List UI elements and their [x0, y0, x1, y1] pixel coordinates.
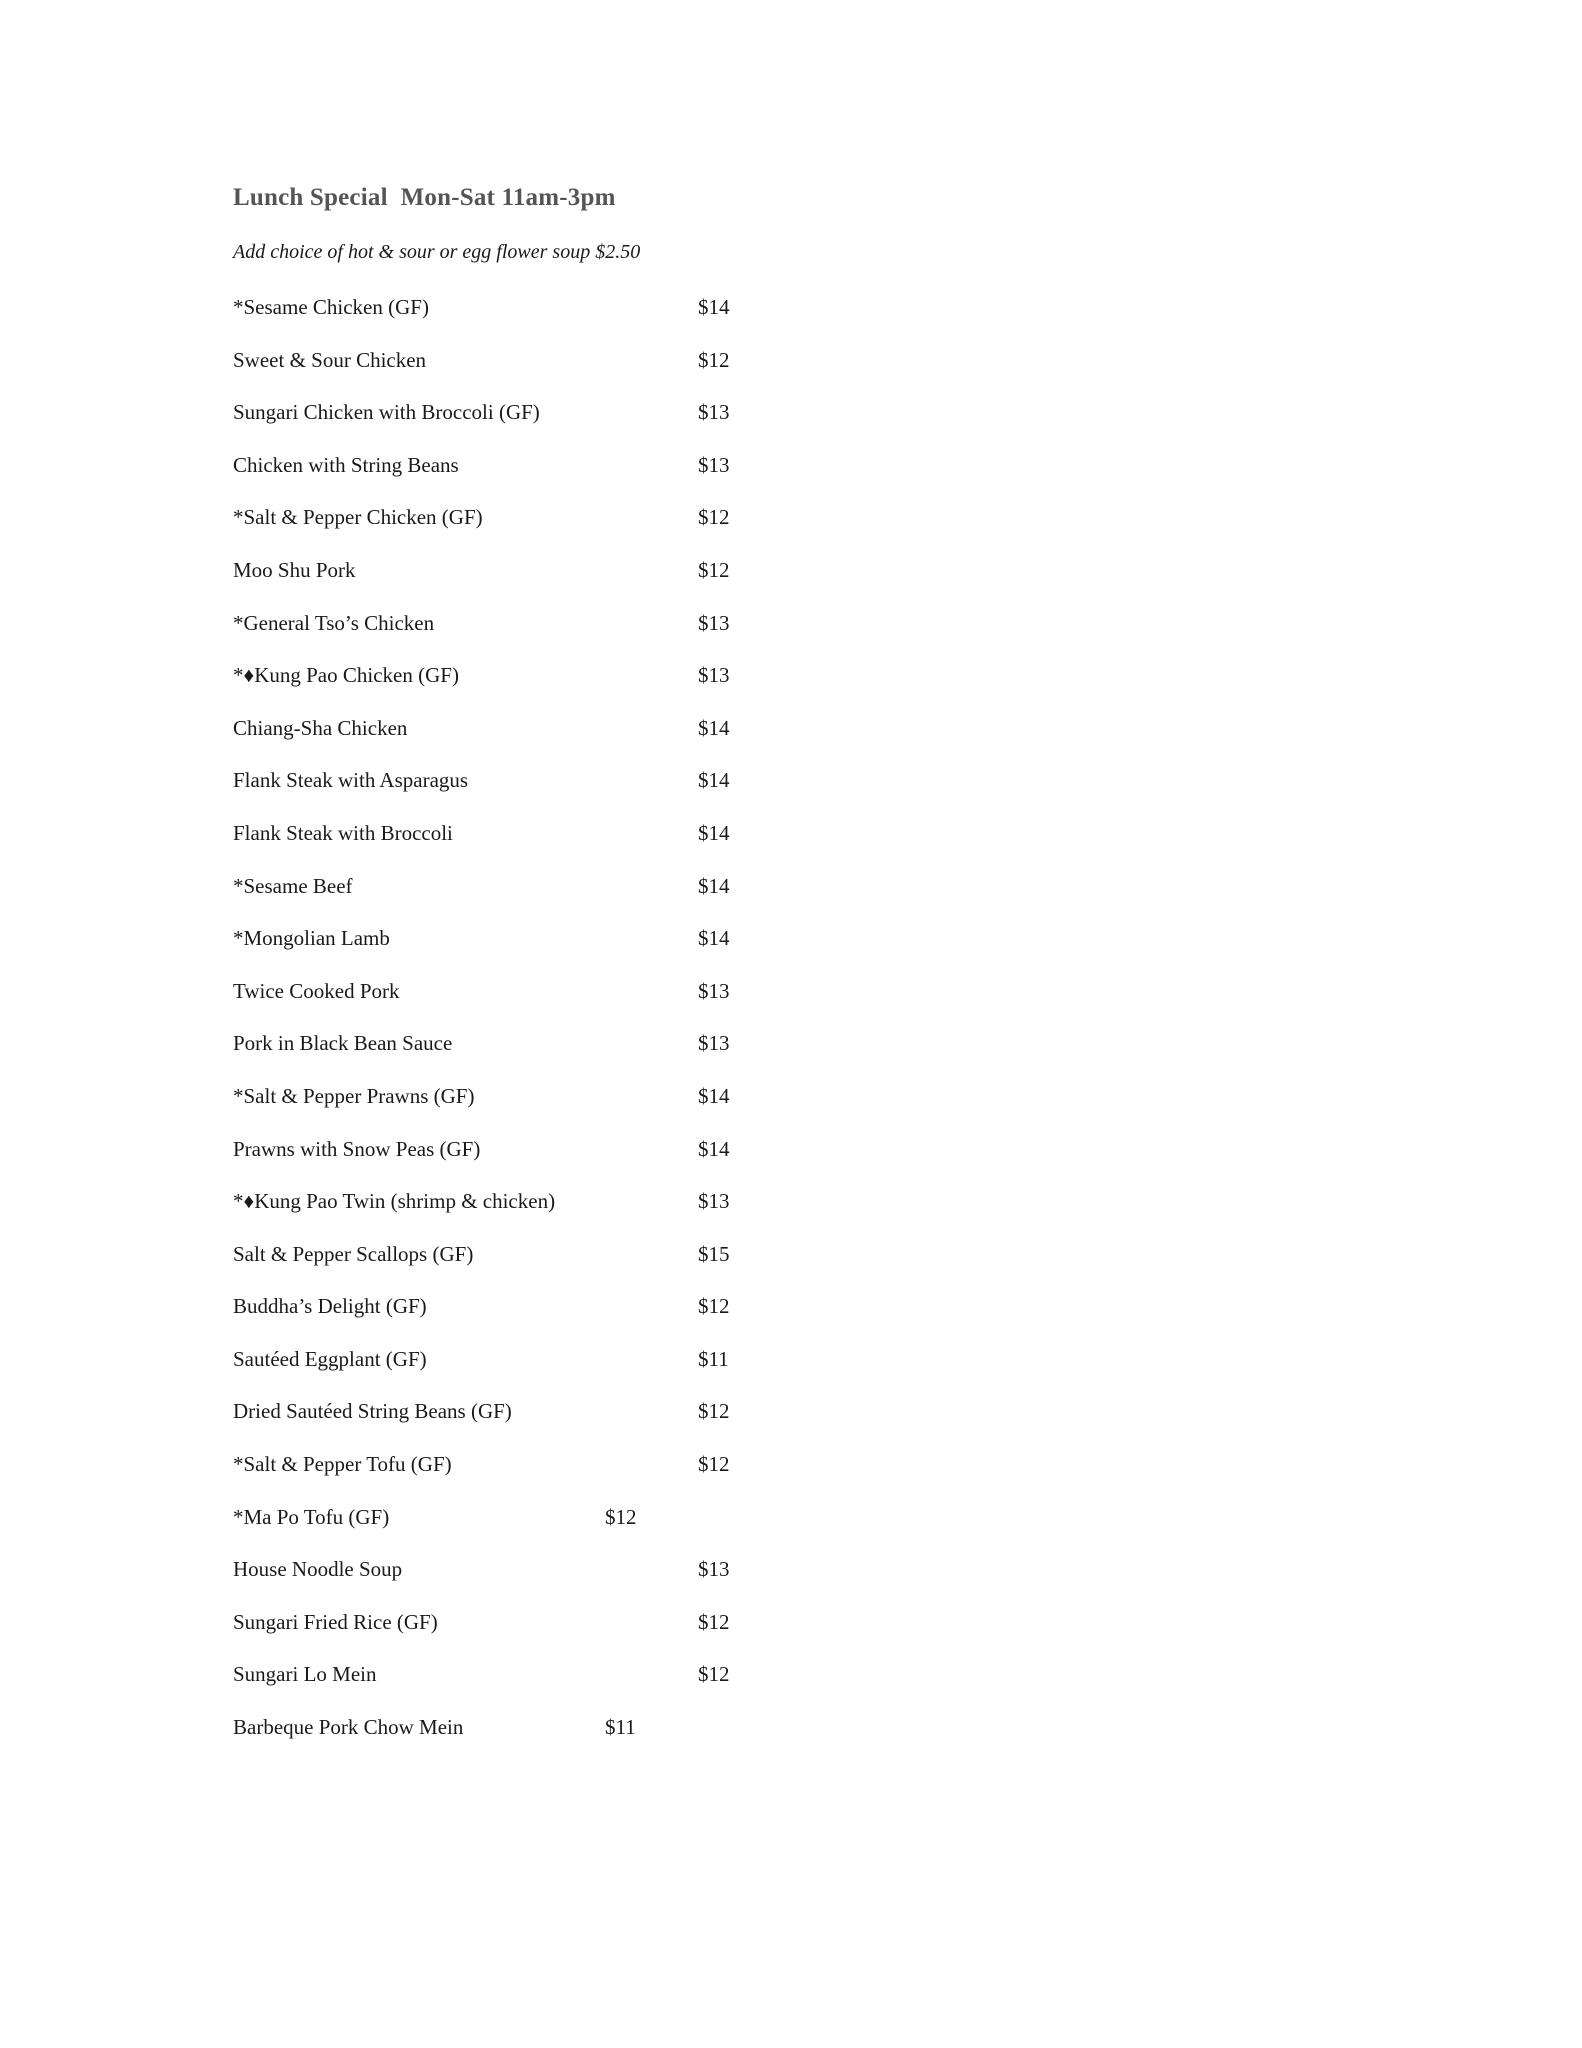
- menu-item: [233, 765, 833, 818]
- menu-item-name: Sungari Fried Rice (GF): [233, 1609, 438, 1634]
- menu-item: [233, 818, 833, 871]
- menu-item-price: $14: [698, 820, 730, 845]
- menu-item-price: $12: [698, 1662, 730, 1687]
- menu-item-price: $12: [698, 347, 730, 372]
- menu-item-price: $14: [698, 873, 730, 898]
- menu-item-name: *Mongolian Lamb: [233, 926, 390, 951]
- menu-title: Lunch Special Mon-Sat 11am-3pm: [233, 184, 616, 211]
- menu-item: [233, 1291, 833, 1344]
- menu-item: [233, 397, 833, 450]
- menu-item-price: $12: [698, 1294, 730, 1319]
- menu-item-price: $13: [698, 1189, 730, 1214]
- menu-item: [233, 502, 833, 555]
- menu-item: [233, 1712, 833, 1765]
- menu-item: [233, 923, 833, 976]
- menu-item-name: *Salt & Pepper Chicken (GF): [233, 505, 483, 530]
- menu-item-name: Sungari Chicken with Broccoli (GF): [233, 400, 540, 425]
- menu-item-price: $11: [605, 1715, 636, 1740]
- menu-item: [233, 555, 833, 608]
- menu-item-name: Sweet & Sour Chicken: [233, 347, 427, 372]
- menu-item: [233, 292, 833, 345]
- menu-item-name: *♦Kung Pao Chicken (GF): [233, 663, 459, 688]
- menu-item-name: Sautéed Eggplant (GF): [233, 1346, 427, 1371]
- menu-item-name: Salt & Pepper Scallops (GF): [233, 1241, 474, 1266]
- menu-item-price: $14: [698, 1083, 730, 1108]
- menu-item-price: $11: [698, 1346, 729, 1371]
- menu-item-name: Dried Sautéed String Beans (GF): [233, 1399, 512, 1424]
- menu-item-name: Buddha’s Delight (GF): [233, 1294, 427, 1319]
- menu-item-price: $14: [698, 715, 730, 740]
- menu-item-name: *Ma Po Tofu (GF): [233, 1504, 390, 1529]
- menu-item-price: $15: [698, 1241, 730, 1266]
- menu-item: [233, 608, 833, 661]
- menu-item-price: $12: [605, 1504, 637, 1529]
- menu-item-name: Sungari Lo Mein: [233, 1662, 377, 1687]
- menu-item-name: Barbeque Pork Chow Mein: [233, 1715, 464, 1740]
- menu-item-list: [233, 292, 833, 1765]
- menu-item-price: $13: [698, 452, 730, 477]
- menu-item: [233, 660, 833, 713]
- menu-item-price: $14: [698, 768, 730, 793]
- menu-item: [233, 1449, 833, 1502]
- menu-item-name: Prawns with Snow Peas (GF): [233, 1136, 481, 1161]
- menu-item: [233, 1134, 833, 1187]
- menu-item: [233, 450, 833, 503]
- menu-item-price: $13: [698, 978, 730, 1003]
- menu-item: [233, 713, 833, 766]
- menu-item: [233, 1186, 833, 1239]
- menu-item-price: $12: [698, 505, 730, 530]
- menu-item: [233, 1028, 833, 1081]
- menu-item: [233, 1607, 833, 1660]
- menu-item: [233, 345, 833, 398]
- menu-item: [233, 1502, 833, 1555]
- menu-item-name: Pork in Black Bean Sauce: [233, 1031, 453, 1056]
- menu-item-price: $13: [698, 1031, 730, 1056]
- soup-addon-note: Add choice of hot & sour or egg flower soup $2.50: [233, 241, 641, 263]
- menu-item-price: $12: [698, 1452, 730, 1477]
- menu-item-name: House Noodle Soup: [233, 1557, 403, 1582]
- menu-item-name: Flank Steak with Asparagus: [233, 768, 469, 793]
- menu-item-name: *Sesame Chicken (GF): [233, 295, 429, 319]
- menu-item: [233, 1081, 833, 1134]
- menu-item: [233, 976, 833, 1029]
- menu-item-price: $12: [698, 1399, 730, 1424]
- menu-item: [233, 871, 833, 924]
- menu-item: [233, 1554, 833, 1607]
- menu-item-price: $12: [698, 1609, 730, 1634]
- menu-item-price: $13: [698, 1557, 730, 1582]
- menu-item-price: $13: [698, 663, 730, 688]
- menu-item-name: Moo Shu Pork: [233, 557, 356, 582]
- menu-item-name: Chicken with String Beans: [233, 452, 459, 477]
- menu-item: [233, 1239, 833, 1292]
- menu-item-name: Flank Steak with Broccoli: [233, 820, 453, 845]
- menu-item: [233, 1396, 833, 1449]
- menu-item-price: $13: [698, 610, 730, 635]
- menu-item-name: *♦Kung Pao Twin (shrimp & chicken): [233, 1189, 556, 1214]
- menu-item-price: $14: [698, 1136, 730, 1161]
- menu-item-name: *Salt & Pepper Tofu (GF): [233, 1452, 452, 1477]
- menu-item: [233, 1659, 833, 1712]
- menu-item-price: $14: [698, 295, 730, 319]
- menu-item-price: $13: [698, 400, 730, 425]
- menu-item-price: $14: [698, 926, 730, 951]
- menu-item-name: *Salt & Pepper Prawns (GF): [233, 1083, 475, 1108]
- menu-item: [233, 1344, 833, 1397]
- menu-item-name: Twice Cooked Pork: [233, 978, 400, 1003]
- menu-item-name: *Sesame Beef: [233, 873, 353, 898]
- menu-item-price: $12: [698, 557, 730, 582]
- menu-item-name: Chiang-Sha Chicken: [233, 715, 408, 740]
- menu-item-name: *General Tso’s Chicken: [233, 610, 435, 635]
